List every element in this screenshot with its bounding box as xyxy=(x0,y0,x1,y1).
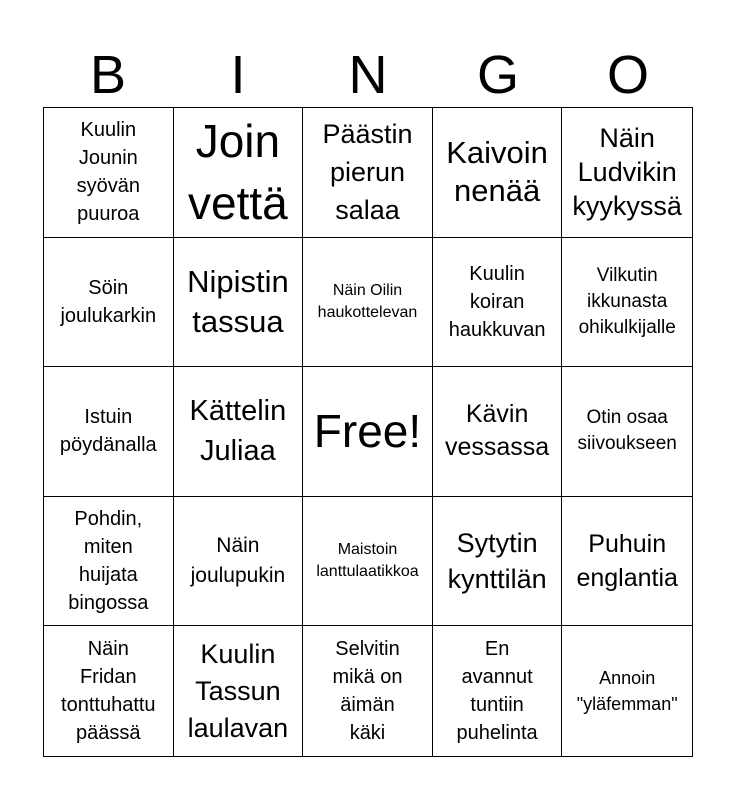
header-letter-b: B xyxy=(89,45,127,105)
bingo-cell-g5[interactable] xyxy=(433,626,563,756)
cell-text: Näin Ludvikin kyykyssä xyxy=(572,123,682,222)
bingo-cell-o2[interactable] xyxy=(562,238,692,368)
cell-text: Kättelin Juliaa xyxy=(189,395,287,468)
cell-text: Selvitin mikä on äimän käki xyxy=(332,638,403,745)
bingo-cell-o3[interactable] xyxy=(562,367,692,497)
cell-text: Puhuin englantia xyxy=(576,530,678,593)
bingo-cell-n3-free[interactable] xyxy=(303,367,433,497)
cell-text: Päästin pierun salaa xyxy=(322,119,413,226)
bingo-cell-b3[interactable] xyxy=(44,367,174,497)
cell-text: En avannut tuntiin puhelinta xyxy=(456,638,538,745)
cell-text: Näin joulupukin xyxy=(190,534,286,588)
bingo-cell-o4[interactable] xyxy=(562,497,692,627)
bingo-grid xyxy=(43,107,693,757)
bingo-cell-i4[interactable] xyxy=(174,497,304,627)
bingo-cell-g3[interactable] xyxy=(433,367,563,497)
bingo-header xyxy=(43,44,693,106)
cell-text: Sytytin kynttilän xyxy=(447,528,547,595)
cell-text: Kuulin Jounin syövän puuroa xyxy=(76,119,140,226)
header-letter-o: O xyxy=(606,45,649,105)
header-letter-g: G xyxy=(476,45,519,105)
cell-text: Näin Oilin haukottelevan xyxy=(317,281,418,321)
cell-text: Pohdin, miten huijata bingossa xyxy=(68,508,149,615)
bingo-cell-b5[interactable] xyxy=(44,626,174,756)
cell-text: Söin joulukarkin xyxy=(60,276,157,327)
bingo-cell-b4[interactable] xyxy=(44,497,174,627)
header-letter-n: N xyxy=(348,45,388,105)
cell-text: Kaivoin nenää xyxy=(446,135,548,209)
bingo-cell-g1[interactable] xyxy=(433,108,563,238)
bingo-cell-n1[interactable] xyxy=(303,108,433,238)
cell-text: Join vettä xyxy=(188,115,288,230)
bingo-cell-i5[interactable] xyxy=(174,626,304,756)
bingo-cell-i1[interactable] xyxy=(174,108,304,238)
bingo-cell-b2[interactable] xyxy=(44,238,174,368)
cell-text: Istuin pöydänalla xyxy=(59,406,157,457)
cell-text: Vilkutin ikkunasta ohikulkijalle xyxy=(578,264,676,338)
free-space-text: Free! xyxy=(313,405,422,458)
bingo-cell-g2[interactable] xyxy=(433,238,563,368)
cell-text: Otin osaa siivoukseen xyxy=(577,407,677,455)
bingo-cell-n5[interactable] xyxy=(303,626,433,756)
cell-text: Näin Fridan tonttuhattu päässä xyxy=(61,638,156,745)
cell-text: Kävin vessassa xyxy=(444,400,550,462)
cell-text: Maistoin lanttulaatikkoa xyxy=(316,541,419,581)
bingo-cell-i3[interactable] xyxy=(174,367,304,497)
bingo-cell-n2[interactable] xyxy=(303,238,433,368)
bingo-cell-i2[interactable] xyxy=(174,238,304,368)
header-letter-i: I xyxy=(230,45,246,105)
cell-text: Kuulin koiran haukkuvan xyxy=(448,262,546,341)
cell-text: Kuulin Tassun laulavan xyxy=(187,638,289,743)
bingo-cell-o5[interactable] xyxy=(562,626,692,756)
cell-text: Annoin "yläfemman" xyxy=(576,668,678,715)
bingo-cell-n4[interactable] xyxy=(303,497,433,627)
bingo-cell-o1[interactable] xyxy=(562,108,692,238)
bingo-cell-g4[interactable] xyxy=(433,497,563,627)
bingo-cell-b1[interactable] xyxy=(44,108,174,238)
cell-text: Nipistin tassua xyxy=(187,263,289,339)
